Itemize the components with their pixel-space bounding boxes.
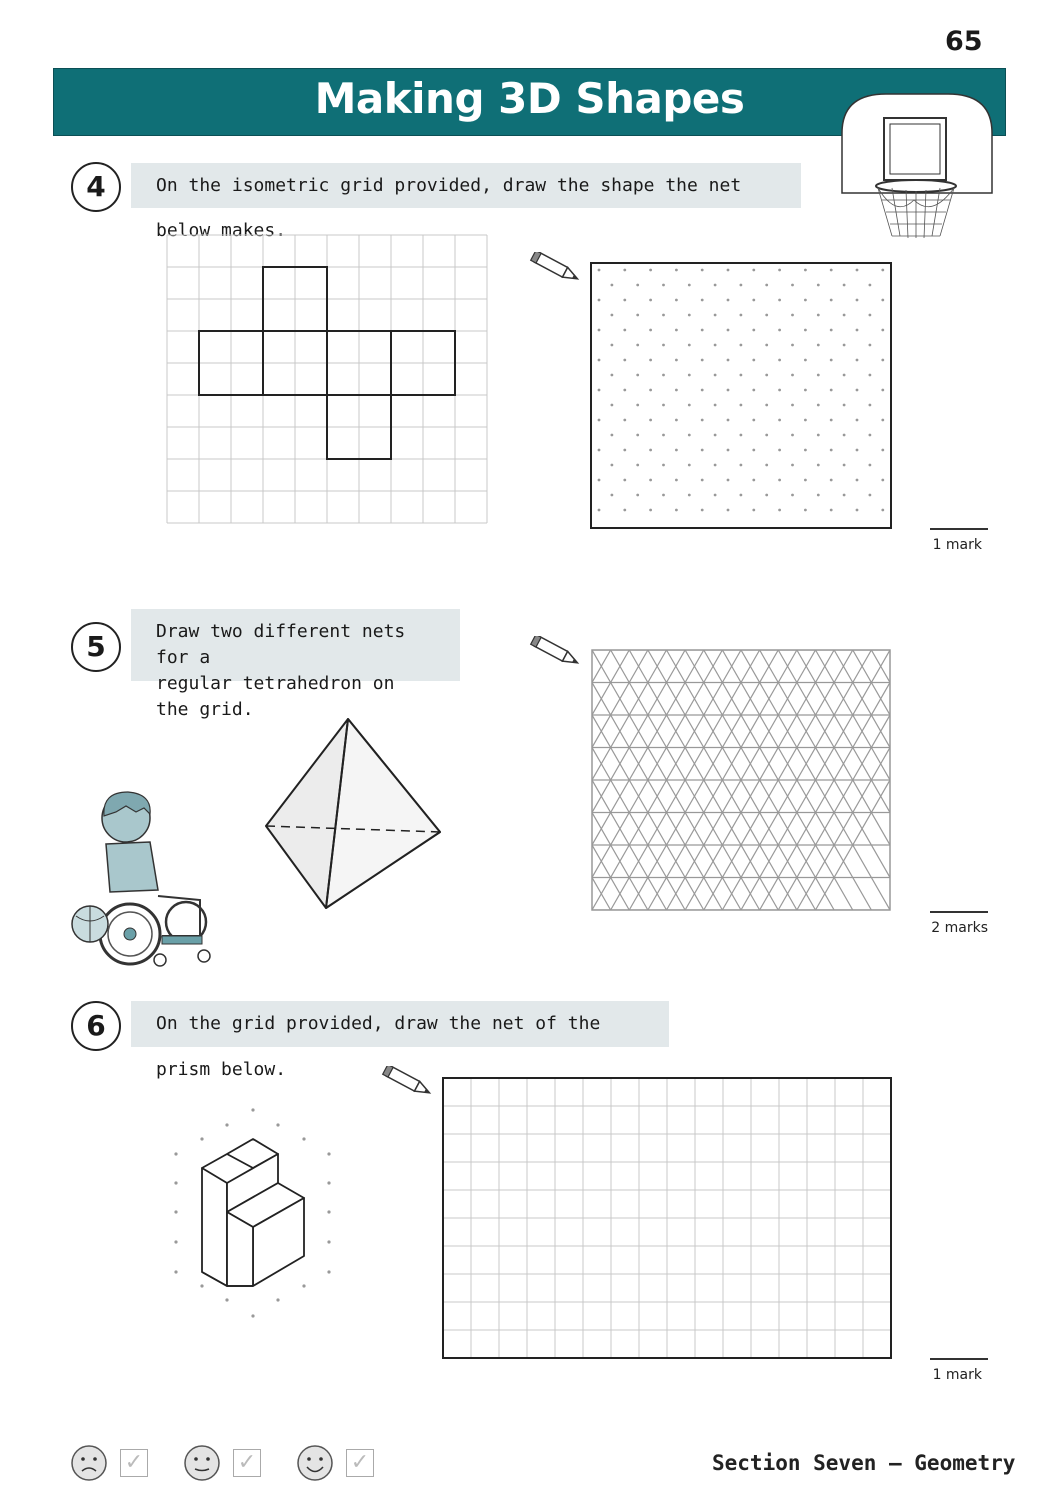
question-5-mark: 2 marks [931,920,988,936]
question-4-number: 4 [71,162,121,212]
question-4-text: On the isometric grid provided, draw the shape the net below makes. [131,163,801,208]
neutral-face-icon[interactable] [183,1444,221,1482]
question-6-text: On the grid provided, draw the net of the prism below. [131,1001,669,1047]
question-5-line-1: Draw two different nets for a [156,621,406,668]
pencil-icon [528,636,584,668]
pencil-icon [528,252,584,284]
page-title: Making 3D Shapes [314,74,745,123]
sad-face-icon[interactable] [70,1444,108,1482]
check-box[interactable]: ✓ [120,1449,148,1477]
isometric-dot-grid[interactable] [590,262,892,529]
pencil-icon [380,1066,436,1098]
cube-net-grid [166,234,490,526]
question-5-number: 5 [71,622,121,672]
prism-figure [160,1100,350,1326]
mark-line [930,911,988,913]
check-box[interactable]: ✓ [233,1449,261,1477]
question-4-mark: 1 mark [932,537,982,553]
mark-line [930,1358,988,1360]
triangle-grid[interactable] [590,648,892,912]
section-footer: Section Seven — Geometry [712,1451,1016,1475]
question-6-mark: 1 mark [932,1367,982,1383]
wheelchair-boy-illustration [66,786,214,968]
square-answer-grid[interactable] [442,1077,893,1360]
basketball-hoop-icon [836,88,998,243]
check-box[interactable]: ✓ [346,1449,374,1477]
tetrahedron-figure [262,714,446,914]
question-5-text [131,609,460,720]
question-5-line-2: regular tetrahedron on the grid. [156,673,395,720]
question-6-number: 6 [71,1001,121,1051]
page-number: 65 [945,26,983,57]
mark-line [930,528,988,530]
happy-face-icon[interactable] [296,1444,334,1482]
